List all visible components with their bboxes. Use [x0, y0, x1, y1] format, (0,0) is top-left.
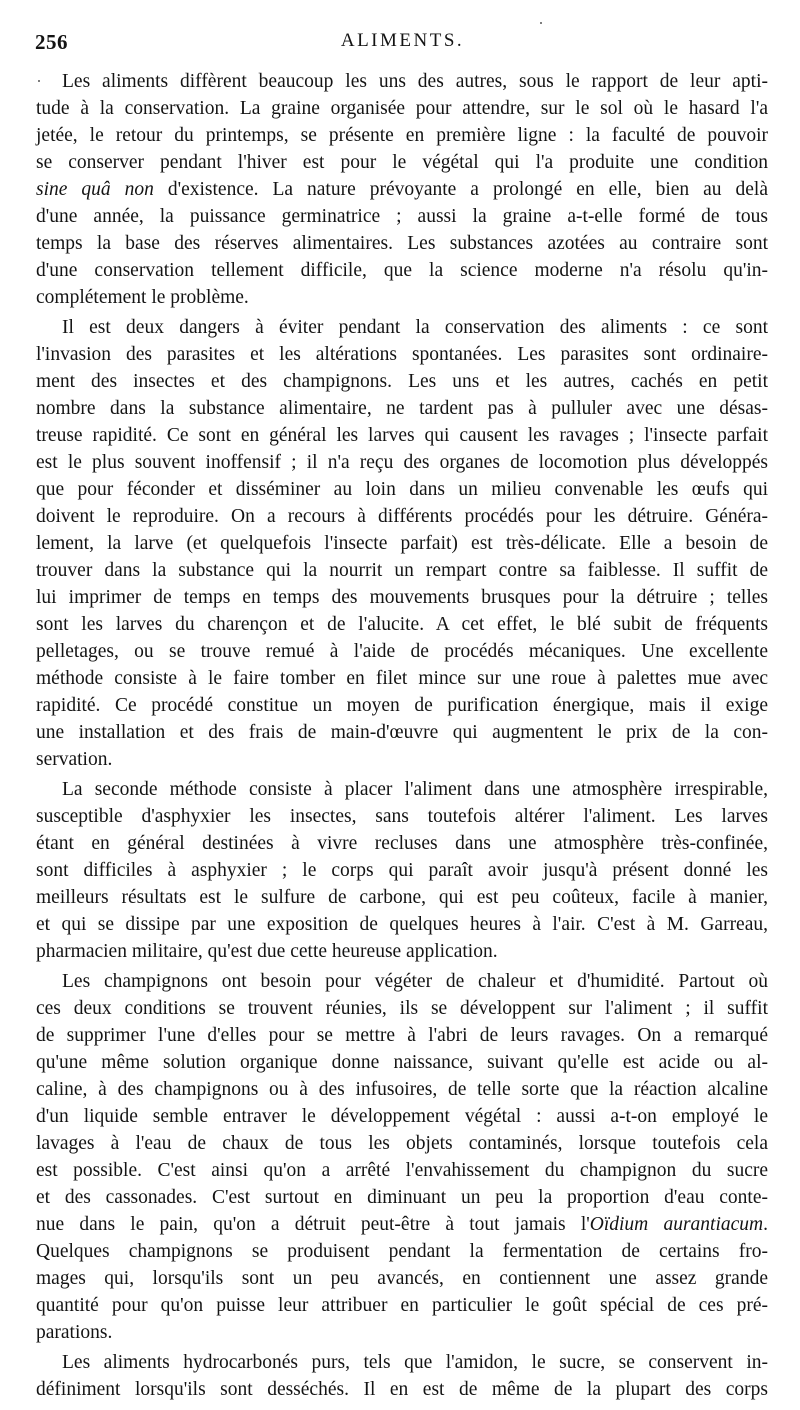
text-line: [36, 176, 768, 203]
text-line: Quelques champignons se produisent pendant la fermentation de certains fro-: [36, 1241, 768, 1262]
text-line: lui imprimer de temps en temps des mouvements brusques pour la détruire ; telles: [36, 587, 768, 608]
text-line: pelletages, ou se trouve remué à l'aide de procédés mécaniques. Une excellente: [36, 641, 768, 662]
text-line: d'une conservation tellement difficile, que la science moderne n'a résolu qu'in-: [36, 260, 768, 281]
text-line: [36, 1211, 768, 1238]
print-speck: [38, 80, 40, 82]
page-number: 256: [35, 30, 68, 54]
text-line: Les champignons ont besoin pour végéter de chaleur et d'humidité. Partout où: [62, 971, 768, 992]
italic-term: Oïdium aurantiacum: [589, 1214, 764, 1235]
text-line: complétement le problème.: [36, 287, 249, 308]
paragraph: [36, 68, 768, 311]
text-line: ces deux conditions se trouvent réunies, ils se développent sur l'aliment ; il suffit: [36, 998, 768, 1019]
text-line: parations.: [36, 1322, 113, 1343]
text-line: caline, à des champignons ou à des infusoires, de telle sorte que la réaction alcaline: [36, 1079, 768, 1100]
text-line: meilleurs résultats est le sulfure de carbone, qui est peu coûteux, facile à manier,: [36, 887, 768, 908]
text-line: se conserver pendant l'hiver est pour le végétal qui l'a produite une condition: [36, 152, 768, 173]
text-line: Il est deux dangers à éviter pendant la conservation des aliments : ce sont: [62, 317, 768, 338]
text-line: treuse rapidité. Ce sont en général les larves qui causent les ravages ; l'insecte parfait: [36, 425, 768, 446]
text-line: est le plus souvent inoffensif ; il n'a reçu des organes de locomotion plus développés: [36, 452, 768, 473]
text-line: d'une année, la puissance germinatrice ; aussi la graine a-t-elle formé de tous: [36, 206, 768, 227]
text-line: lement, la larve (et quelquefois l'insecte parfait) est très-délicate. Elle a besoin de: [36, 533, 768, 554]
text-line: trouver dans la substance qui la nourrit un rempart contre sa faiblesse. Il suffit de: [36, 560, 768, 581]
text-line: de supprimer l'une d'elles pour se mettre à l'abri de leurs ravages. On a remarqué: [36, 1025, 768, 1046]
text-line: pharmacien militaire, qu'est due cette heureuse application.: [36, 941, 498, 962]
text-line: Les aliments hydrocarbonés purs, tels que l'amidon, le sucre, se conservent in-: [62, 1352, 768, 1373]
paragraph: [36, 776, 768, 965]
paragraph: [36, 314, 768, 773]
text-line: Les aliments diffèrent beaucoup les uns des autres, sous le rapport de leur apti-: [62, 71, 768, 92]
body-text: [36, 68, 768, 1403]
text-line: sont les larves du charençon et de l'alucite. A cet effet, le blé subit de fréquents: [36, 614, 768, 635]
text-line: une installation et des frais de main-d'œuvre qui augmentent le prix de la con-: [36, 722, 768, 743]
text-line: temps la base des réserves alimentaires. Les substances azotées au contraire sont: [36, 233, 768, 254]
text-line: définiment lorsqu'ils sont desséchés. Il en est de même de la plupart des corps: [36, 1379, 768, 1400]
text-line: étant en général destinées à vivre recluses dans une atmosphère très-confinée,: [36, 833, 768, 854]
text-line: est possible. C'est ainsi qu'on a arrêté l'envahissement du champignon du sucre: [36, 1160, 768, 1181]
text-line: et qui se dissipe par une exposition de quelques heures à l'air. C'est à M. Garreau,: [36, 914, 768, 935]
text-line: que pour féconder et disséminer au loin dans un milieu convenable les œufs qui: [36, 479, 768, 500]
text-line: rapidité. Ce procédé constitue un moyen de purification énergique, mais il exige: [36, 695, 768, 716]
running-title: ALIMENTS.: [340, 30, 465, 51]
text-segment: .: [763, 1214, 768, 1235]
text-segment: nue dans le pain, qu'on a détruit peut-être à tout jamais l': [36, 1214, 590, 1235]
text-line: tude à la conservation. La graine organisée pour attendre, sur le sol où le hasard l'a: [36, 98, 768, 119]
running-head: [35, 30, 770, 56]
paragraph: [36, 1349, 768, 1403]
text-line: l'invasion des parasites et les altérations spontanées. Les parasites sont ordinaire-: [36, 344, 768, 365]
text-line: susceptible d'asphyxier les insectes, sans toutefois altérer l'aliment. Les larves: [36, 806, 768, 827]
text-segment: d'existence. La nature prévoyante a prolongé en elle, bien au delà: [153, 179, 768, 200]
paragraph: [36, 968, 768, 1346]
text-line: lavages à l'eau de chaux de tous les objets contaminés, lorsque toutefois cela: [36, 1133, 768, 1154]
text-line: méthode consiste à le faire tomber en filet mince sur une roue à palettes mue avec: [36, 668, 768, 689]
text-line: doivent le reproduire. On a recours à différents procédés pour les détruire. Généra-: [36, 506, 768, 527]
text-line: qu'une même solution organique donne naissance, suivant qu'elle est acide ou al-: [36, 1052, 768, 1073]
text-line: La seconde méthode consiste à placer l'aliment dans une atmosphère irrespirable,: [62, 779, 768, 800]
italic-term: sine quâ non: [36, 179, 154, 200]
text-line: jetée, le retour du printemps, se présente en première ligne : la faculté de pouvoir: [36, 125, 768, 146]
text-line: d'un liquide semble entraver le développement végétal : aussi a-t-on employé le: [36, 1106, 768, 1127]
text-line: mages qui, lorsqu'ils sont un peu avancés, en contiennent une assez grande: [36, 1268, 768, 1289]
text-line: quantité pour qu'on puisse leur attribuer en particulier le goût spécial de ces pré-: [36, 1295, 768, 1316]
text-line: nombre dans la substance alimentaire, ne tardent pas à pulluler avec une désas-: [36, 398, 768, 419]
text-line: servation.: [36, 749, 113, 770]
print-speck: [540, 22, 542, 24]
text-line: et des cassonades. C'est surtout en diminuant un peu la proportion d'eau conte-: [36, 1187, 768, 1208]
text-line: sont difficiles à asphyxier ; le corps qui paraît avoir jusqu'à présent donné les: [36, 860, 768, 881]
text-line: ment des insectes et des champignons. Les uns et les autres, cachés en petit: [36, 371, 768, 392]
